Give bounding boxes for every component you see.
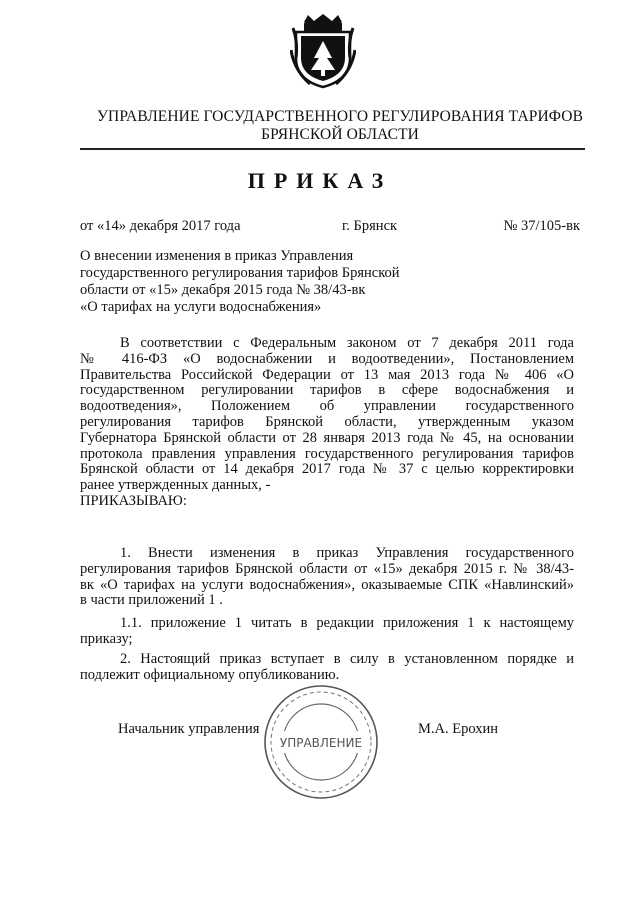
signatory-position: Начальник управления bbox=[118, 721, 260, 737]
preamble-line: Брянской области от 14 декабря 2017 года № 37 с целью корректировки bbox=[80, 461, 574, 478]
preamble-line: В соответствии с Федеральным законом от 7 декабря 2011 года bbox=[120, 335, 574, 351]
subject-line: государственного регулирования тарифов Брянской bbox=[80, 265, 400, 281]
item-line: в части приложений 1 . bbox=[80, 592, 223, 609]
subject-line: «О тарифах на услуги водоснабжения» bbox=[80, 299, 322, 315]
org-name-line-2: БРЯНСКОЙ ОБЛАСТИ bbox=[261, 126, 419, 143]
order-date: от «14» декабря 2017 года bbox=[80, 218, 241, 234]
item-line: приказу; bbox=[80, 630, 133, 647]
order-number: № 37/105-вк bbox=[503, 218, 580, 234]
official-stamp bbox=[262, 683, 380, 801]
coat-of-arms-icon bbox=[290, 14, 356, 90]
item-line: 1.1. приложение 1 читать в редакции приложения 1 к настоящему bbox=[120, 615, 574, 631]
preamble-line: Губернатора Брянской области от 28 января 2013 года № 45, на основании bbox=[80, 429, 574, 446]
order-word: ПРИКАЗЫВАЮ: bbox=[80, 492, 187, 509]
signatory-name: М.А. Ерохин bbox=[418, 721, 499, 737]
header-divider bbox=[80, 148, 585, 150]
order-city: г. Брянск bbox=[342, 218, 398, 234]
preamble-line: государственном регулировании тарифов в сфере водоснабжения и bbox=[80, 382, 574, 399]
org-name-line-1: УПРАВЛЕНИЕ ГОСУДАРСТВЕННОГО РЕГУЛИРОВАНИЯ ТАРИФОВ bbox=[96, 108, 584, 125]
preamble bbox=[80, 336, 574, 510]
order-item-1 bbox=[80, 546, 574, 609]
subject-line: О внесении изменения в приказ Управления bbox=[80, 248, 354, 264]
order-subject bbox=[80, 248, 400, 316]
preamble-line: регулирования тарифов Брянской области, утвержденным указом bbox=[80, 413, 574, 430]
stamp-text: УПРАВЛЕНИЕ bbox=[279, 736, 363, 750]
preamble-line: № 416-ФЗ «О водоснабжении и водоотведении», Постановлением bbox=[80, 350, 574, 367]
preamble-line: водоотведения», Положением об управлении государственного bbox=[80, 398, 574, 415]
document-title: ПРИКАЗ bbox=[247, 168, 393, 193]
item-line: вк «О тарифах на услуги водоснабжения», оказываемые СПК «Навлинский» bbox=[80, 576, 574, 593]
item-line: подлежит официальному опубликованию. bbox=[80, 666, 340, 683]
subject-line: области от «15» декабря 2015 года № 38/43-вк bbox=[80, 282, 366, 298]
order-item-2 bbox=[80, 652, 574, 684]
order-item-1-1 bbox=[80, 616, 574, 648]
item-line: 2. Настоящий приказ вступает в силу в установленном порядке и bbox=[120, 651, 574, 667]
item-line: регулирования тарифов Брянской области от «15» декабря 2015 г. № 38/43- bbox=[80, 560, 574, 577]
preamble-line: протокола правления управления государственного регулирования тарифов bbox=[80, 445, 574, 462]
item-line: 1. Внести изменения в приказ Управления государственного bbox=[120, 545, 574, 561]
preamble-line: ранее утвержденных данных, - bbox=[80, 477, 271, 494]
preamble-line: Правительства Российской Федерации от 13 мая 2013 года № 406 «О bbox=[80, 366, 574, 383]
